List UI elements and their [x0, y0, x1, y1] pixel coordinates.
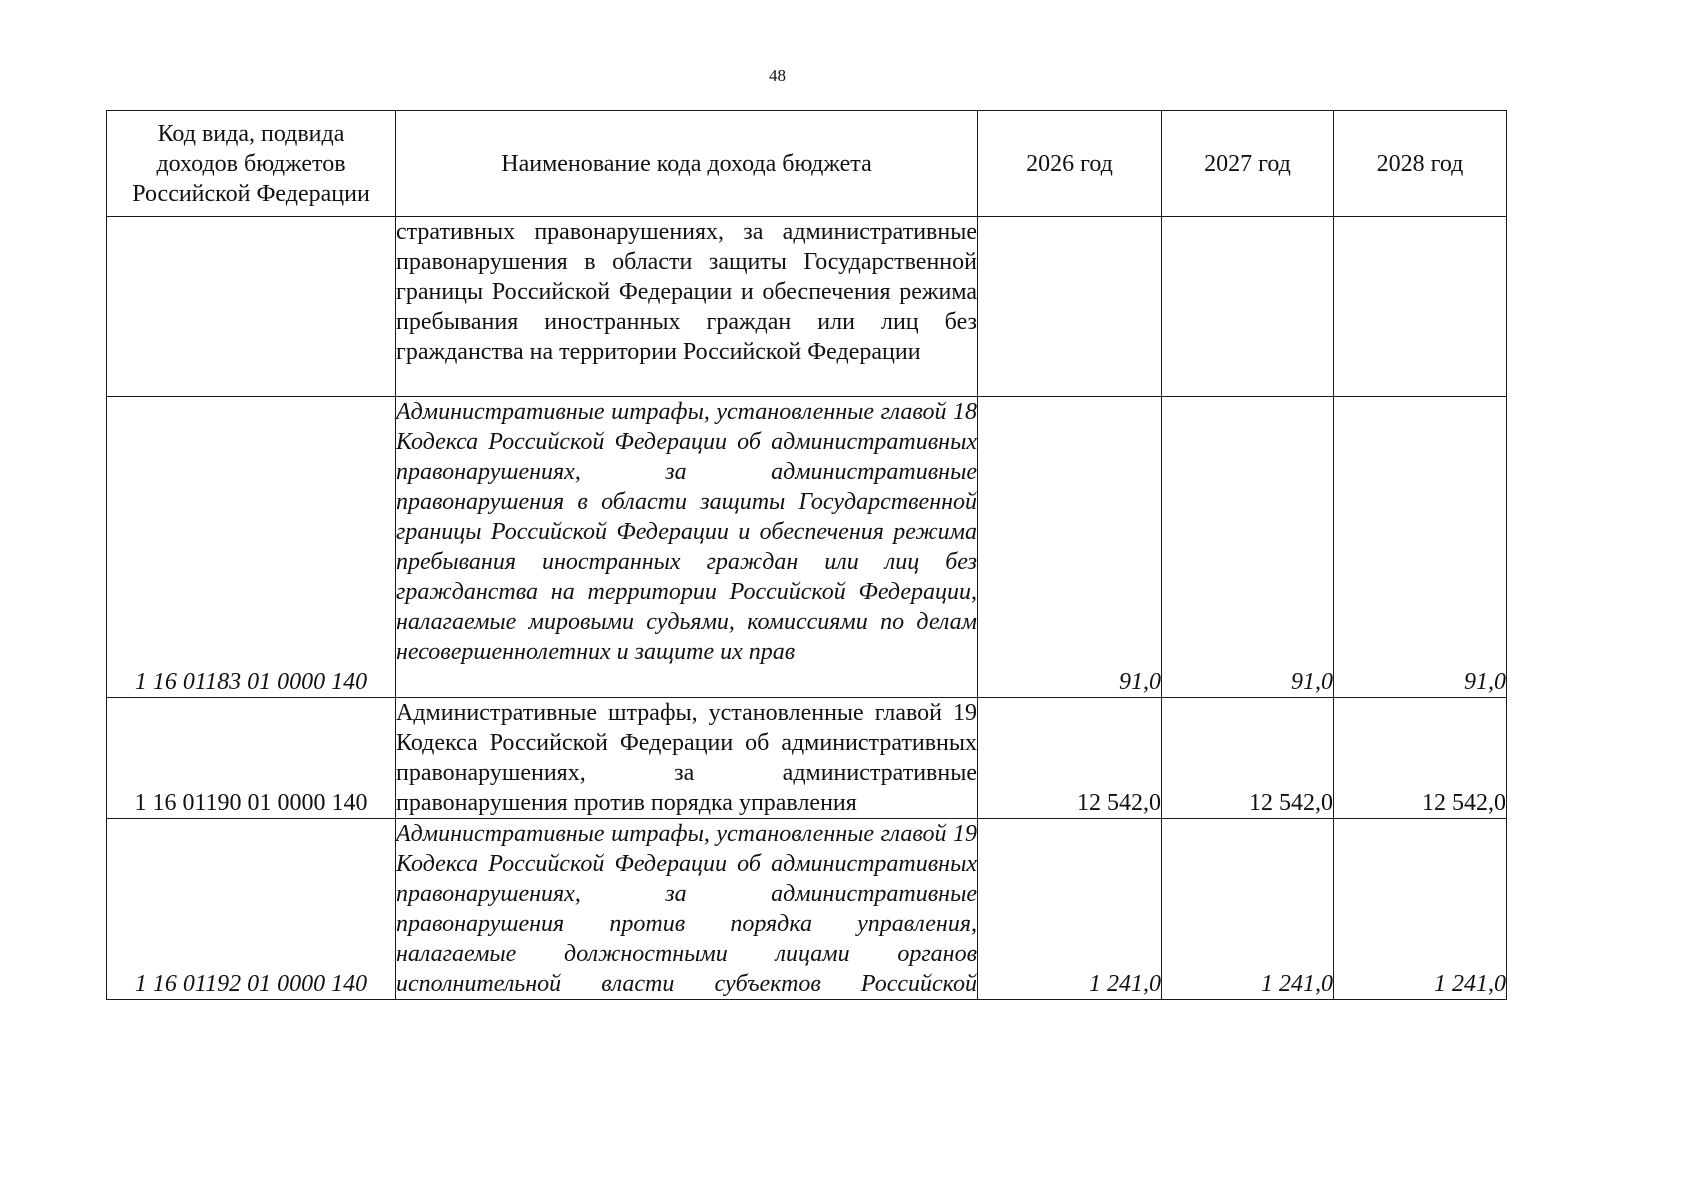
header-name: Наименование кода дохода бюджета — [396, 111, 978, 217]
row-value-2028: 12 542,0 — [1334, 698, 1507, 819]
row-value-2027 — [1162, 217, 1334, 397]
row-value-2026: 91,0 — [978, 397, 1162, 698]
row-value-2027: 1 241,0 — [1162, 819, 1334, 1000]
row-name: стративных правонарушениях, за административные правонарушения в области защиты Государственной границы Российской Федерации и обеспечения режима пребывания иностранных граждан или лиц без гражданства на территории Российской Федерации — [396, 217, 978, 397]
header-year-2026: 2026 год — [978, 111, 1162, 217]
row-value-2028 — [1334, 217, 1507, 397]
header-year-2027: 2027 год — [1162, 111, 1334, 217]
table-row — [107, 698, 1507, 819]
page-number: 48 — [769, 66, 786, 85]
table-row — [107, 217, 1507, 397]
header-year-2028: 2028 год — [1334, 111, 1507, 217]
row-value-2026: 12 542,0 — [978, 698, 1162, 819]
row-name: Административные штрафы, установленные главой 18 Кодекса Российской Федерации об административных правонарушениях, за административные правонарушения в области защиты Государственной границы Российской Федерации и обеспечения режима пребывания иностранных граждан или лиц без гражданства на территории Российской Федерации, налагаемые мировыми судьями, комиссиями по делам несовершеннолетних и защите их прав — [396, 397, 978, 698]
row-value-2028: 91,0 — [1334, 397, 1507, 698]
table-row — [107, 819, 1507, 1000]
row-name: Административные штрафы, установленные главой 19 Кодекса Российской Федерации об административных правонарушениях, за административные правонарушения против порядка управления, налагаемые должностными лицами органов исполнительной власти субъектов Российской — [396, 819, 978, 1000]
row-value-2026 — [978, 217, 1162, 397]
row-name: Административные штрафы, установленные главой 19 Кодекса Российской Федерации об административных правонарушениях, за административные правонарушения против порядка управления — [396, 698, 978, 819]
row-value-2027: 12 542,0 — [1162, 698, 1334, 819]
header-code: Код вида, подвида доходов бюджетов Российской Федерации — [107, 111, 396, 217]
table-row — [107, 397, 1507, 698]
row-code: 1 16 01192 01 0000 140 — [107, 819, 396, 1000]
row-value-2028: 1 241,0 — [1334, 819, 1507, 1000]
row-code: 1 16 01190 01 0000 140 — [107, 698, 396, 819]
row-value-2026: 1 241,0 — [978, 819, 1162, 1000]
row-code — [107, 217, 396, 397]
table-header-row — [107, 111, 1507, 217]
row-value-2027: 91,0 — [1162, 397, 1334, 698]
row-code: 1 16 01183 01 0000 140 — [107, 397, 396, 698]
budget-revenue-table — [106, 110, 1507, 1000]
